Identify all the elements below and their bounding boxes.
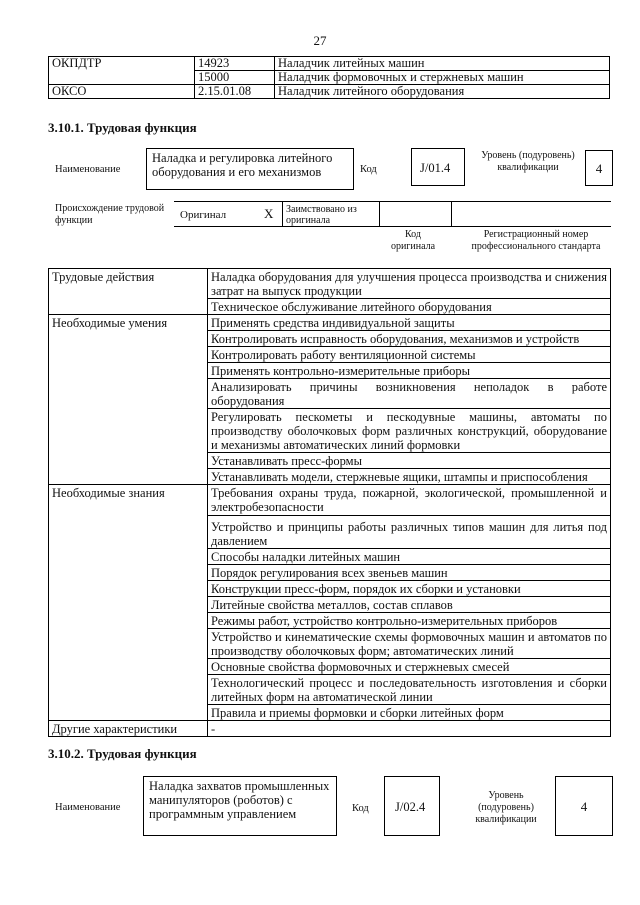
level-label: Уровень (подуровень) квалификации [481, 150, 575, 173]
name-label: Наименование [55, 802, 121, 813]
function-code: J/02.4 [395, 800, 426, 814]
list-item: Конструкции пресс-форм, порядок их сборки и установки [208, 581, 611, 597]
borrowed-label: Заимствовано из оригинала [286, 204, 357, 226]
code-system-name: ОКПДТР [49, 57, 195, 71]
table-row [49, 71, 610, 85]
code-value: 15000 [195, 71, 275, 85]
list-item: Устройство и принципы работы различных типов машин для литья под давлением [208, 516, 611, 549]
function-code-box [384, 776, 440, 836]
function-name: Наладка захватов промышленных манипуляторов (роботов) с программным управлением [149, 779, 330, 821]
orig-code-caption: Код оригинала [390, 229, 436, 252]
table-row [49, 57, 610, 71]
list-item: Литейные свойства металлов, состав сплавов [208, 597, 611, 613]
code-value: 14923 [195, 57, 275, 71]
list-item: Требования охраны труда, пожарной, экологической, промышленной и электробезопасности [208, 485, 611, 516]
list-item: Порядок регулирования всех звеньев машин [208, 565, 611, 581]
section-heading: 3.10.1. Трудовая функция [48, 120, 197, 135]
level-label: Уровень (подуровень) квалификации [475, 790, 537, 825]
list-item: - [208, 721, 611, 737]
code-title: Наладчик литейных машин [275, 57, 610, 71]
level-value: 4 [580, 799, 588, 814]
code-system-name: ОКСО [49, 85, 195, 99]
code-title: Наладчик литейного оборудования [275, 85, 610, 99]
section-heading: 3.10.2. Трудовая функция [48, 746, 197, 761]
page-number: 27 [313, 33, 327, 48]
function-name-box [146, 148, 354, 190]
section-title: Необходимые умения [49, 315, 208, 485]
level-value: 4 [595, 161, 603, 176]
table-row [49, 721, 611, 737]
section-title: Другие характеристики [49, 721, 208, 737]
origin-label: Происхождение трудовой функции [55, 203, 165, 226]
list-item: Режимы работ, устройство контрольно-измерительных приборов [208, 613, 611, 629]
table-row [49, 85, 610, 99]
divider [451, 202, 452, 226]
table-row [49, 269, 611, 299]
list-item: Применять средства индивидуальной защиты [208, 315, 611, 331]
list-item: Применять контрольно-измерительные приборы [208, 363, 611, 379]
list-item: Устанавливать модели, стержневые ящики, штампы и приспособления [208, 469, 611, 485]
table-row [49, 315, 611, 331]
level-box [585, 150, 613, 186]
level-box [555, 776, 613, 836]
divider [282, 202, 283, 226]
list-item: Регулировать пескометы и пескодувные машины, автоматы по производству оболочковых форм различных конструкций, оборудование и механизмы автоматических линий формовки [208, 409, 611, 453]
code-label: Код [352, 803, 369, 814]
list-item: Анализировать причины возникновения неполадок в работе оборудования [208, 379, 611, 409]
origin-row [174, 201, 611, 227]
function-code: J/01.4 [420, 161, 451, 175]
list-item: Устанавливать пресс-формы [208, 453, 611, 469]
list-item: Правила и приемы формовки и сборки литейных форм [208, 705, 611, 721]
function-name: Наладка и регулировка литейного оборудования и его механизмов [152, 151, 333, 179]
original-label: Оригинал [180, 209, 227, 221]
list-item: Наладка оборудования для улучшения процесса производства и снижения затрат на выпуск продукции [208, 269, 611, 299]
code-label: Код [360, 164, 377, 175]
list-item: Устройство и кинематические схемы формовочных машин и автоматов по производству оболочковых форм; автоматических линий [208, 629, 611, 659]
table-row [49, 485, 611, 516]
name-label: Наименование [55, 164, 121, 175]
section-title: Трудовые действия [49, 269, 208, 315]
list-item: Контролировать исправность оборудования, механизмов и устройств [208, 331, 611, 347]
divider [379, 202, 380, 226]
list-item: Контролировать работу вентиляционной системы [208, 347, 611, 363]
reg-num-caption: Регистрационный номер профессионального стандарта [471, 229, 601, 252]
list-item: Технологический процесс и последовательность изготовления и сборки литейных форм на автоматической линии [208, 675, 611, 705]
codes-table [48, 56, 610, 99]
code-value: 2.15.01.08 [195, 85, 275, 99]
original-mark: X [264, 206, 274, 221]
section-title: Необходимые знания [49, 485, 208, 721]
list-item: Основные свойства формовочных и стержневых смесей [208, 659, 611, 675]
list-item: Техническое обслуживание литейного оборудования [208, 299, 611, 315]
function-name-box [143, 776, 337, 836]
code-system-name [49, 71, 195, 85]
function-details-table [48, 268, 611, 737]
list-item: Способы наладки литейных машин [208, 549, 611, 565]
code-title: Наладчик формовочных и стержневых машин [275, 71, 610, 85]
function-code-box [411, 148, 465, 186]
